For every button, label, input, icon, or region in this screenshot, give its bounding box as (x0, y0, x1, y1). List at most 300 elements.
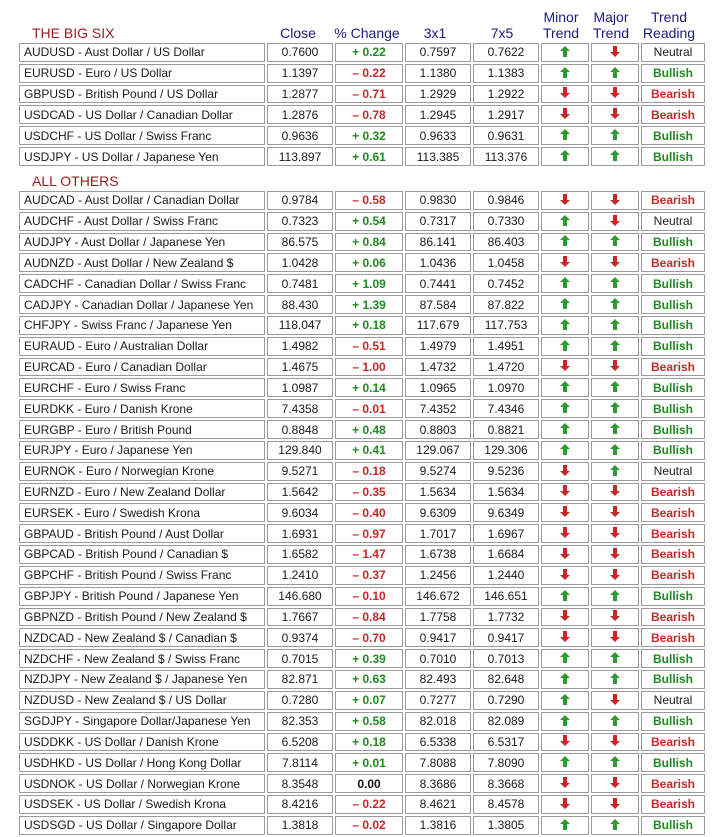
pair-name: USDJPY - US Dollar / Japanese Yen (19, 147, 265, 166)
avg-3x1-value: 1.3816 (405, 816, 471, 835)
table-row (19, 274, 705, 293)
avg-3x1-value: 9.6309 (405, 503, 471, 522)
avg-7x5-value: 146.651 (473, 587, 539, 606)
avg-7x5-value: 1.4951 (473, 337, 539, 356)
pair-name: EURGBP - Euro / British Pound (19, 420, 265, 439)
minor-trend-cell (541, 733, 589, 752)
arrow-down-icon (610, 734, 620, 750)
table-row (19, 358, 705, 377)
avg-3x1-value: 1.7758 (405, 608, 471, 627)
table-row (19, 566, 705, 585)
arrow-down-icon (560, 464, 570, 480)
avg-7x5-value: 8.3668 (473, 774, 539, 793)
close-value: 1.2877 (267, 85, 333, 104)
arrow-down-icon (610, 505, 620, 521)
percent-change-value: – 0.70 (335, 628, 403, 647)
avg-3x1-value: 0.9830 (405, 191, 471, 210)
percent-change-value: + 0.32 (335, 126, 403, 145)
minor-trend-cell (541, 795, 589, 814)
arrow-up-icon (560, 401, 570, 417)
percent-change-value: + 0.63 (335, 670, 403, 689)
minor-trend-cell (541, 503, 589, 522)
close-value: 7.4358 (267, 399, 333, 418)
avg-7x5-value: 86.403 (473, 233, 539, 252)
arrow-up-icon (610, 276, 620, 292)
avg-7x5-value: 0.9631 (473, 126, 539, 145)
minor-trend-cell (541, 753, 589, 772)
avg-3x1-value: 87.584 (405, 295, 471, 314)
avg-7x5-value: 0.7452 (473, 274, 539, 293)
all-others-table (17, 189, 707, 837)
avg-3x1-value: 0.7597 (405, 43, 471, 62)
major-trend-cell (591, 191, 639, 210)
trend-reading-value: Bullish (641, 295, 705, 314)
arrow-up-icon (560, 651, 570, 667)
major-trend-cell (591, 587, 639, 606)
minor-trend-cell (541, 43, 589, 62)
arrow-down-icon (560, 630, 570, 646)
avg-3x1-value: 86.141 (405, 233, 471, 252)
arrow-down-icon (560, 526, 570, 542)
pair-name: EURCAD - Euro / Canadian Dollar (19, 358, 265, 377)
header-trend-reading (637, 9, 701, 41)
table-row (19, 816, 705, 835)
avg-3x1-value: 8.4621 (405, 795, 471, 814)
arrow-down-icon (610, 568, 620, 584)
trend-reading-value: Bullish (641, 712, 705, 731)
pair-name: USDDKK - US Dollar / Danish Krone (19, 733, 265, 752)
avg-3x1-value: 1.2929 (405, 85, 471, 104)
minor-trend-cell (541, 253, 589, 272)
avg-3x1-value: 7.4352 (405, 399, 471, 418)
avg-7x5-value: 1.1383 (473, 64, 539, 83)
table-row (19, 85, 705, 104)
arrow-up-icon (610, 401, 620, 417)
arrow-up-icon (610, 651, 620, 667)
pair-name: GBPJPY - British Pound / Japanese Yen (19, 587, 265, 606)
avg-3x1-value: 1.5634 (405, 483, 471, 502)
close-value: 0.7323 (267, 212, 333, 231)
table-row (19, 105, 705, 124)
avg-3x1-value: 0.9633 (405, 126, 471, 145)
avg-7x5-value: 0.7330 (473, 212, 539, 231)
major-trend-cell (591, 378, 639, 397)
trend-reading-value: Bullish (641, 64, 705, 83)
arrow-up-icon (610, 714, 620, 730)
minor-trend-cell (541, 420, 589, 439)
pair-name: EURCHF - Euro / Swiss Franc (19, 378, 265, 397)
major-trend-cell (591, 649, 639, 668)
major-trend-cell (591, 545, 639, 564)
close-value: 1.5642 (267, 483, 333, 502)
pair-name: GBPUSD - British Pound / US Dollar (19, 85, 265, 104)
percent-change-value: + 0.14 (335, 378, 403, 397)
table-row (19, 545, 705, 564)
avg-3x1-value: 1.7017 (405, 524, 471, 543)
arrow-up-icon (560, 672, 570, 688)
trend-reading-value: Bearish (641, 608, 705, 627)
arrow-up-icon (560, 45, 570, 61)
major-trend-cell (591, 64, 639, 83)
major-trend-cell (591, 295, 639, 314)
minor-trend-cell (541, 587, 589, 606)
big-six-table (17, 41, 707, 168)
pair-name: NZDJPY - New Zealand $ / Japanese Yen (19, 670, 265, 689)
close-value: 113.897 (267, 147, 333, 166)
avg-3x1-value: 1.6738 (405, 545, 471, 564)
close-value: 6.5208 (267, 733, 333, 752)
percent-change-value: + 1.09 (335, 274, 403, 293)
avg-3x1-value: 1.2945 (405, 105, 471, 124)
percent-change-value: + 0.22 (335, 43, 403, 62)
avg-7x5-value: 0.7013 (473, 649, 539, 668)
arrow-up-icon (610, 464, 620, 480)
all-others-rows (19, 191, 705, 835)
minor-trend-cell (541, 212, 589, 231)
table-row (19, 587, 705, 606)
arrow-up-icon (560, 128, 570, 144)
table-row (19, 774, 705, 793)
percent-change-value: + 0.01 (335, 753, 403, 772)
minor-trend-cell (541, 712, 589, 731)
table-row (19, 691, 705, 710)
arrow-up-icon (560, 339, 570, 355)
minor-trend-cell (541, 649, 589, 668)
arrow-up-icon (610, 339, 620, 355)
avg-3x1-value: 9.5274 (405, 462, 471, 481)
close-value: 1.6931 (267, 524, 333, 543)
trend-reading-value: Bearish (641, 628, 705, 647)
trend-reading-value: Bullish (641, 126, 705, 145)
trend-reading-value: Bearish (641, 795, 705, 814)
avg-3x1-value: 117.679 (405, 316, 471, 335)
arrow-down-icon (610, 797, 620, 813)
avg-7x5-value: 7.8090 (473, 753, 539, 772)
arrow-down-icon (610, 776, 620, 792)
close-value: 1.6582 (267, 545, 333, 564)
close-value: 118.047 (267, 316, 333, 335)
header-close: Close (280, 25, 316, 41)
close-value: 8.3548 (267, 774, 333, 793)
avg-7x5-value: 1.0970 (473, 378, 539, 397)
arrow-down-icon (560, 484, 570, 500)
arrow-down-icon (560, 107, 570, 123)
close-value: 0.8848 (267, 420, 333, 439)
table-row (19, 233, 705, 252)
avg-3x1-value: 1.4732 (405, 358, 471, 377)
minor-trend-cell (541, 441, 589, 460)
major-trend-cell (591, 43, 639, 62)
arrow-up-icon (560, 589, 570, 605)
major-trend-cell (591, 691, 639, 710)
pair-name: GBPCAD - British Pound / Canadian $ (19, 545, 265, 564)
close-value: 82.353 (267, 712, 333, 731)
trend-reading-value: Neutral (641, 212, 705, 231)
minor-trend-cell (541, 545, 589, 564)
trend-reading-value: Bullish (641, 233, 705, 252)
header-minor-trend-line1: Minor (543, 9, 579, 25)
avg-3x1-value: 0.8803 (405, 420, 471, 439)
percent-change-value: + 0.06 (335, 253, 403, 272)
arrow-up-icon (610, 422, 620, 438)
trend-reading-value: Bearish (641, 524, 705, 543)
close-value: 0.7015 (267, 649, 333, 668)
table-row (19, 712, 705, 731)
pair-name: EURDKK - Euro / Danish Krone (19, 399, 265, 418)
minor-trend-cell (541, 524, 589, 543)
avg-3x1-value: 1.0965 (405, 378, 471, 397)
arrow-up-icon (610, 234, 620, 250)
table-row (19, 191, 705, 210)
table-row (19, 64, 705, 83)
avg-7x5-value: 0.7622 (473, 43, 539, 62)
pair-name: EURNZD - Euro / New Zealand Dollar (19, 483, 265, 502)
avg-3x1-value: 0.9417 (405, 628, 471, 647)
arrow-up-icon (610, 66, 620, 82)
close-value: 1.0428 (267, 253, 333, 272)
minor-trend-cell (541, 608, 589, 627)
arrow-down-icon (560, 255, 570, 271)
close-value: 9.5271 (267, 462, 333, 481)
arrow-up-icon (560, 234, 570, 250)
trend-reading-value: Bearish (641, 85, 705, 104)
minor-trend-cell (541, 566, 589, 585)
avg-3x1-value: 0.7441 (405, 274, 471, 293)
avg-7x5-value: 1.7732 (473, 608, 539, 627)
pair-name: AUDCHF - Aust Dollar / Swiss Franc (19, 212, 265, 231)
header-major-trend (587, 9, 635, 41)
major-trend-cell (591, 503, 639, 522)
minor-trend-cell (541, 483, 589, 502)
pair-name: NZDCHF - New Zealand $ / Swiss Franc (19, 649, 265, 668)
minor-trend-cell (541, 628, 589, 647)
arrow-down-icon (560, 797, 570, 813)
avg-7x5-value: 0.9846 (473, 191, 539, 210)
avg-7x5-value: 1.6967 (473, 524, 539, 543)
table-row (19, 337, 705, 356)
arrow-up-icon (560, 755, 570, 771)
avg-7x5-value: 1.5634 (473, 483, 539, 502)
trend-reading-value: Neutral (641, 43, 705, 62)
header-minor-trend (537, 9, 585, 41)
arrow-down-icon (610, 193, 620, 209)
arrow-up-icon (560, 276, 570, 292)
percent-change-value: – 0.35 (335, 483, 403, 502)
minor-trend-cell (541, 691, 589, 710)
percent-change-value: – 1.47 (335, 545, 403, 564)
trend-reading-value: Bearish (641, 191, 705, 210)
percent-change-value: – 0.18 (335, 462, 403, 481)
major-trend-cell (591, 147, 639, 166)
major-trend-cell (591, 795, 639, 814)
trend-reading-value: Bearish (641, 545, 705, 564)
arrow-down-icon (610, 609, 620, 625)
pair-name: AUDNZD - Aust Dollar / New Zealand $ (19, 253, 265, 272)
major-trend-cell (591, 628, 639, 647)
table-row (19, 483, 705, 502)
avg-3x1-value: 6.5338 (405, 733, 471, 752)
minor-trend-cell (541, 64, 589, 83)
avg-3x1-value: 1.0436 (405, 253, 471, 272)
trend-reading-value: Bullish (641, 399, 705, 418)
header-major-trend-line1: Major (593, 9, 629, 25)
percent-change-value: – 1.00 (335, 358, 403, 377)
arrow-up-icon (560, 214, 570, 230)
trend-reading-value: Bullish (641, 587, 705, 606)
pair-name: CADCHF - Canadian Dollar / Swiss Franc (19, 274, 265, 293)
header-trend-reading-line2: Reading (642, 25, 696, 41)
percent-change-value: – 0.22 (335, 64, 403, 83)
avg-7x5-value: 7.4346 (473, 399, 539, 418)
trend-reading-value: Bearish (641, 358, 705, 377)
major-trend-cell (591, 420, 639, 439)
trend-reading-value: Bullish (641, 816, 705, 835)
major-trend-cell (591, 253, 639, 272)
close-value: 1.2876 (267, 105, 333, 124)
avg-7x5-value: 0.7290 (473, 691, 539, 710)
arrow-up-icon (610, 589, 620, 605)
table-row (19, 420, 705, 439)
arrow-down-icon (610, 359, 620, 375)
avg-7x5-value: 1.2922 (473, 85, 539, 104)
arrow-up-icon (610, 443, 620, 459)
trend-reading-value: Bullish (641, 670, 705, 689)
arrow-down-icon (610, 86, 620, 102)
table-row (19, 628, 705, 647)
arrow-down-icon (560, 359, 570, 375)
major-trend-cell (591, 85, 639, 104)
pair-name: CHFJPY - Swiss Franc / Japanese Yen (19, 316, 265, 335)
trend-reading-value: Bearish (641, 503, 705, 522)
percent-change-value: + 0.48 (335, 420, 403, 439)
close-value: 86.575 (267, 233, 333, 252)
avg-3x1-value: 1.2456 (405, 566, 471, 585)
minor-trend-cell (541, 670, 589, 689)
pair-name: AUDCAD - Aust Dollar / Canadian Dollar (19, 191, 265, 210)
major-trend-cell (591, 608, 639, 627)
close-value: 0.7481 (267, 274, 333, 293)
pair-name: USDCHF - US Dollar / Swiss Franc (19, 126, 265, 145)
minor-trend-cell (541, 191, 589, 210)
pair-name: NZDCAD - New Zealand $ / Canadian $ (19, 628, 265, 647)
trend-reading-value: Bearish (641, 774, 705, 793)
percent-change-value: – 0.71 (335, 85, 403, 104)
major-trend-cell (591, 753, 639, 772)
percent-change-value: + 0.41 (335, 441, 403, 460)
table-row (19, 126, 705, 145)
arrow-down-icon (560, 505, 570, 521)
header-trend-reading-line1: Trend (650, 9, 688, 25)
close-value: 1.4982 (267, 337, 333, 356)
arrow-down-icon (610, 693, 620, 709)
percent-change-value: + 0.84 (335, 233, 403, 252)
trend-reading-value: Bearish (641, 566, 705, 585)
close-value: 146.680 (267, 587, 333, 606)
close-value: 0.7280 (267, 691, 333, 710)
header-minor-trend-line2: Trend (542, 25, 580, 41)
percent-change-value: + 0.61 (335, 147, 403, 166)
table-row (19, 441, 705, 460)
avg-7x5-value: 6.5317 (473, 733, 539, 752)
avg-7x5-value: 0.8821 (473, 420, 539, 439)
arrow-down-icon (610, 45, 620, 61)
trend-reading-value: Bearish (641, 483, 705, 502)
pair-name: EURNOK - Euro / Norwegian Krone (19, 462, 265, 481)
table-row (19, 649, 705, 668)
arrow-down-icon (610, 214, 620, 230)
pair-name: CADJPY - Canadian Dollar / Japanese Yen (19, 295, 265, 314)
percent-change-value: – 0.37 (335, 566, 403, 585)
percent-change-value: 0.00 (335, 774, 403, 793)
header-major-trend-line2: Trend (592, 25, 630, 41)
percent-change-value: – 0.10 (335, 587, 403, 606)
trend-reading-value: Neutral (641, 691, 705, 710)
major-trend-cell (591, 733, 639, 752)
table-row (19, 503, 705, 522)
arrow-down-icon (560, 547, 570, 563)
major-trend-cell (591, 712, 639, 731)
minor-trend-cell (541, 337, 589, 356)
percent-change-value: + 0.39 (335, 649, 403, 668)
trend-reading-value: Bearish (641, 253, 705, 272)
major-trend-cell (591, 105, 639, 124)
minor-trend-cell (541, 85, 589, 104)
major-trend-cell (591, 274, 639, 293)
arrow-down-icon (560, 776, 570, 792)
avg-3x1-value: 1.4979 (405, 337, 471, 356)
pair-name: GBPCHF - British Pound / Swiss Franc (19, 566, 265, 585)
arrow-down-icon (610, 484, 620, 500)
percent-change-value: – 0.78 (335, 105, 403, 124)
avg-3x1-value: 113.385 (405, 147, 471, 166)
close-value: 1.0987 (267, 378, 333, 397)
close-value: 88.430 (267, 295, 333, 314)
avg-3x1-value: 1.1380 (405, 64, 471, 83)
table-row (19, 399, 705, 418)
arrow-down-icon (560, 609, 570, 625)
trend-reading-value: Bullish (641, 316, 705, 335)
header-3x1: 3x1 (423, 25, 447, 41)
table-row (19, 43, 705, 62)
avg-7x5-value: 1.4720 (473, 358, 539, 377)
trend-reading-value: Bullish (641, 420, 705, 439)
percent-change-value: + 0.54 (335, 212, 403, 231)
major-trend-cell (591, 316, 639, 335)
avg-7x5-value: 9.6349 (473, 503, 539, 522)
percent-change-value: + 1.39 (335, 295, 403, 314)
arrow-up-icon (560, 297, 570, 313)
close-value: 1.2410 (267, 566, 333, 585)
percent-change-value: – 0.97 (335, 524, 403, 543)
avg-3x1-value: 0.7277 (405, 691, 471, 710)
table-row (19, 733, 705, 752)
major-trend-cell (591, 337, 639, 356)
close-value: 82.871 (267, 670, 333, 689)
close-value: 129.840 (267, 441, 333, 460)
arrow-up-icon (560, 318, 570, 334)
arrow-down-icon (560, 734, 570, 750)
close-value: 1.1397 (267, 64, 333, 83)
pair-name: USDSEK - US Dollar / Swedish Krona (19, 795, 265, 814)
avg-3x1-value: 0.7317 (405, 212, 471, 231)
major-trend-cell (591, 670, 639, 689)
avg-7x5-value: 1.0458 (473, 253, 539, 272)
table-row (19, 253, 705, 272)
table-row (19, 753, 705, 772)
minor-trend-cell (541, 274, 589, 293)
close-value: 8.4216 (267, 795, 333, 814)
pair-name: EURSEK - Euro / Swedish Krona (19, 503, 265, 522)
